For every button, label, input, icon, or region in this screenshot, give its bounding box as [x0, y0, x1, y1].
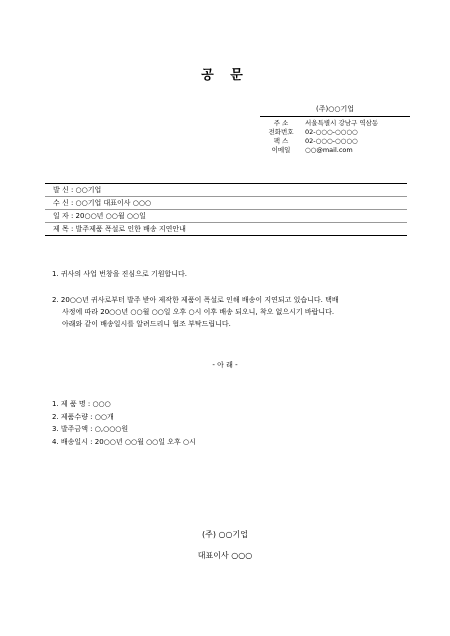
fax-label: 팩 스: [273, 137, 289, 145]
sender-info-block: [260, 104, 410, 155]
body-paragraph-2: [52, 294, 407, 330]
item-list: [52, 398, 196, 448]
phone-value: 02-○○○-○○○○: [305, 128, 358, 136]
list-item: 3. 발주금액 : ○,○○○원: [52, 425, 129, 433]
email-label: 이메일: [271, 146, 291, 154]
list-item: 2. 제품수량 : ○○개: [52, 412, 114, 421]
date-row: 일 자 : 20○○년 ○○월 ○○일: [45, 210, 407, 223]
subject-row: 제 목 : 발주제품 폭설로 인한 배송 지연안내: [53, 225, 186, 233]
header-table: [45, 183, 407, 236]
body-paragraph-1: 1. 귀사의 사업 번창을 진심으로 기원합니다.: [52, 270, 187, 278]
body-paragraph-2-line-1: 2. 20○○년 귀사로부터 발주 받아 제작한 제품이 폭설로 인해 배송이 지연되고 있습니다. 택배: [52, 296, 339, 304]
list-item: 1. 제 품 명 : ○○○: [52, 400, 111, 408]
from-row: 발 신 : ○○기업: [45, 184, 407, 197]
sender-info-rows: [260, 117, 410, 155]
closing-company: (주) ○○기업: [202, 530, 248, 539]
closing-ceo: 대표이사 ○○○: [197, 551, 253, 560]
sender-fax-row: [260, 137, 410, 146]
document-title: 공 문: [201, 68, 249, 83]
address-label: 주 소: [273, 119, 289, 127]
address-value: 서울특별시 강남구 역삼동: [305, 119, 379, 127]
email-value: ○○@mail.com: [305, 146, 353, 154]
list-item: 4. 배송일시 : 20○○년 ○○월 ○○일 오후 ○시: [52, 437, 196, 446]
sender-address-row: [260, 119, 410, 128]
body-paragraph-2-line-3: 아래와 같이 배송일시를 알려드리니 협조 부탁드립니다.: [62, 320, 231, 328]
sender-phone-row: [260, 128, 410, 137]
body-paragraph-2-line-2: 사정에 따라 20○○년 ○○월 ○○일 오후 ○시 이후 배송 되오니, 착오 없으시기 바랍니다.: [62, 308, 335, 316]
fax-value: 02-○○○-○○○○: [305, 137, 358, 145]
sender-email-row: [260, 146, 410, 155]
below-heading: - 아 래 -: [212, 361, 238, 369]
to-row: 수 신 : ○○기업 대표이사 ○○○: [45, 197, 407, 210]
sender-company: (주)○○기업: [260, 104, 410, 117]
phone-label: 전화번호: [268, 128, 294, 136]
